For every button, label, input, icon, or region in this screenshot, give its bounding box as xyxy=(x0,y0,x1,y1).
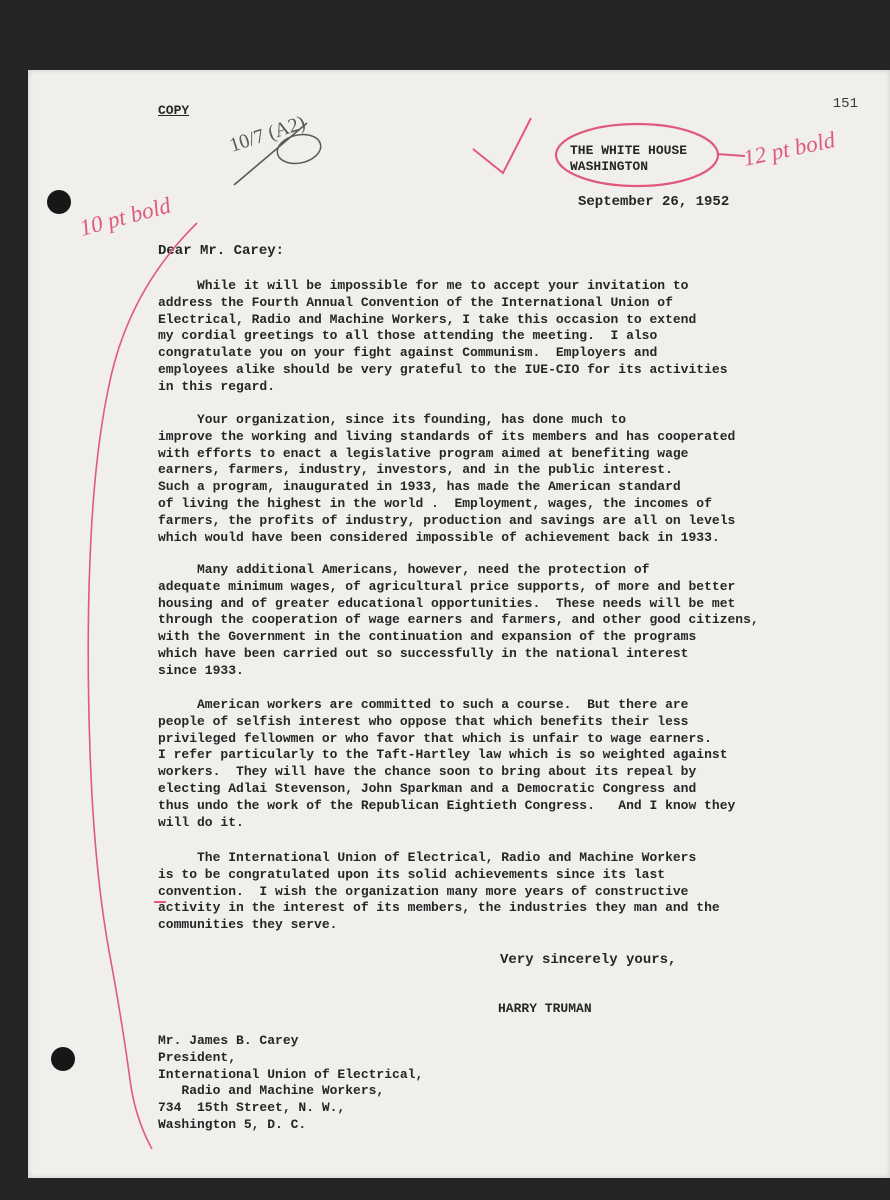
paragraph-2-line: which would have been considered impossible of achievement back in 1933. xyxy=(158,529,720,545)
address-line: Radio and Machine Workers, xyxy=(158,1083,385,1099)
paragraph-5 xyxy=(158,850,720,934)
paragraph-2-line: of living the highest in the world . Employment, wages, the incomes of xyxy=(158,495,712,511)
paragraph-1-line: address the Fourth Annual Convention of the International Union of xyxy=(158,294,673,310)
letterhead-line-2: WASHINGTON xyxy=(570,159,649,174)
paragraph-2-line: with efforts to enact a legislative program aimed at benefiting wage xyxy=(158,445,689,461)
paragraph-5-line: communities they serve. xyxy=(158,917,338,933)
signature: HARRY TRUMAN xyxy=(498,1001,592,1016)
paragraph-4-line: American workers are committed to such a course. But there are xyxy=(158,697,689,712)
paragraph-1-line: While it will be impossible for me to accept your invitation to xyxy=(158,278,689,293)
font-note-right: 12 pt bold xyxy=(740,127,838,171)
copy-label: COPY xyxy=(158,103,190,118)
paragraph-3 xyxy=(158,562,759,680)
closing: Very sincerely yours, xyxy=(500,952,677,968)
paragraph-5-line: The International Union of Electrical, Radio and Machine Workers xyxy=(158,850,697,865)
paragraph-4-line: electing Adlai Stevenson, John Sparkman and a Democratic Congress and xyxy=(158,780,697,796)
paragraph-1-line: employees alike should be very grateful to the IUE-CIO for its activities xyxy=(158,361,728,377)
paragraph-1-line: in this regard. xyxy=(158,378,276,394)
address-line: 734 15th Street, N. W., xyxy=(158,1100,346,1116)
paragraph-5-line: convention. I wish the organization many more years of constructive xyxy=(158,883,689,899)
paragraph-1-line: Electrical, Radio and Machine Workers, I take this occasion to extend xyxy=(158,311,697,327)
paragraph-4-line: thus undo the work of the Republican Eightieth Congress. And I know they xyxy=(158,797,736,813)
paragraph-2-line: improve the working and living standards of its members and has cooperated xyxy=(158,428,736,444)
paragraph-5-line: is to be congratulated upon its solid achievements since its last xyxy=(158,866,666,882)
punch-hole-top xyxy=(47,190,71,214)
address-line: President, xyxy=(158,1049,237,1065)
paragraph-5-line: activity in the interest of its members, the industries they man and the xyxy=(158,900,720,916)
address-line: Mr. James B. Carey xyxy=(158,1033,299,1048)
paragraph-2-line: farmers, the profits of industry, production and savings are all on levels xyxy=(158,512,736,528)
pencil-note-top: 10/7 (A2) xyxy=(226,111,309,157)
font-note-left: 10 pt bold xyxy=(76,192,174,241)
punch-hole-bottom xyxy=(51,1047,75,1071)
address-block xyxy=(158,1033,423,1134)
paragraph-4-line: workers. They will have the chance soon to bring about its repeal by xyxy=(158,764,697,780)
page-number: 151 xyxy=(832,96,858,112)
letterhead-line-1: THE WHITE HOUSE xyxy=(570,143,688,158)
paragraph-3-line: which have been carried out so successfully in the national interest xyxy=(158,645,689,661)
paragraph-2 xyxy=(158,412,735,546)
salutation: Dear Mr. Carey: xyxy=(158,243,285,259)
paragraph-4-line: will do it. xyxy=(158,814,244,830)
paragraph-1 xyxy=(158,278,728,396)
paragraph-3-line: through the cooperation of wage earners and farmers, and other good citizens, xyxy=(158,612,759,628)
paragraph-1-line: my cordial greetings to all those attending the meeting. I also xyxy=(158,328,658,344)
address-line: International Union of Electrical, xyxy=(158,1066,424,1082)
paragraph-4-line: privileged fellowmen or who favor that which is unfair to wage earners. xyxy=(158,730,712,746)
paragraph-3-line: with the Government in the continuation and expansion of the programs xyxy=(158,629,697,645)
address-line: Washington 5, D. C. xyxy=(158,1116,307,1132)
paragraph-4-line: I refer particularly to the Taft-Hartley law which is so weighted against xyxy=(158,747,728,763)
paragraph-2-line: Such a program, inaugurated in 1933, has made the American standard xyxy=(158,479,681,495)
paragraph-4-line: people of selfish interest who oppose that which benefits their less xyxy=(158,713,689,729)
paragraph-2-line: Your organization, since its founding, has done much to xyxy=(158,412,627,427)
paragraph-3-line: Many additional Americans, however, need the protection of xyxy=(158,562,650,577)
letter-date: September 26, 1952 xyxy=(578,194,730,210)
paragraph-3-line: adequate minimum wages, of agricultural price supports, of more and better xyxy=(158,578,736,594)
paragraph-4 xyxy=(158,697,735,831)
paragraph-3-line: since 1933. xyxy=(158,662,244,678)
paragraph-3-line: housing and of greater educational opportunities. These needs will be met xyxy=(158,595,736,611)
paragraph-1-line: congratulate you on your fight against Communism. Employers and xyxy=(158,345,658,361)
paragraph-2-line: earners, farmers, industry, investors, and in the public interest. xyxy=(158,462,673,478)
